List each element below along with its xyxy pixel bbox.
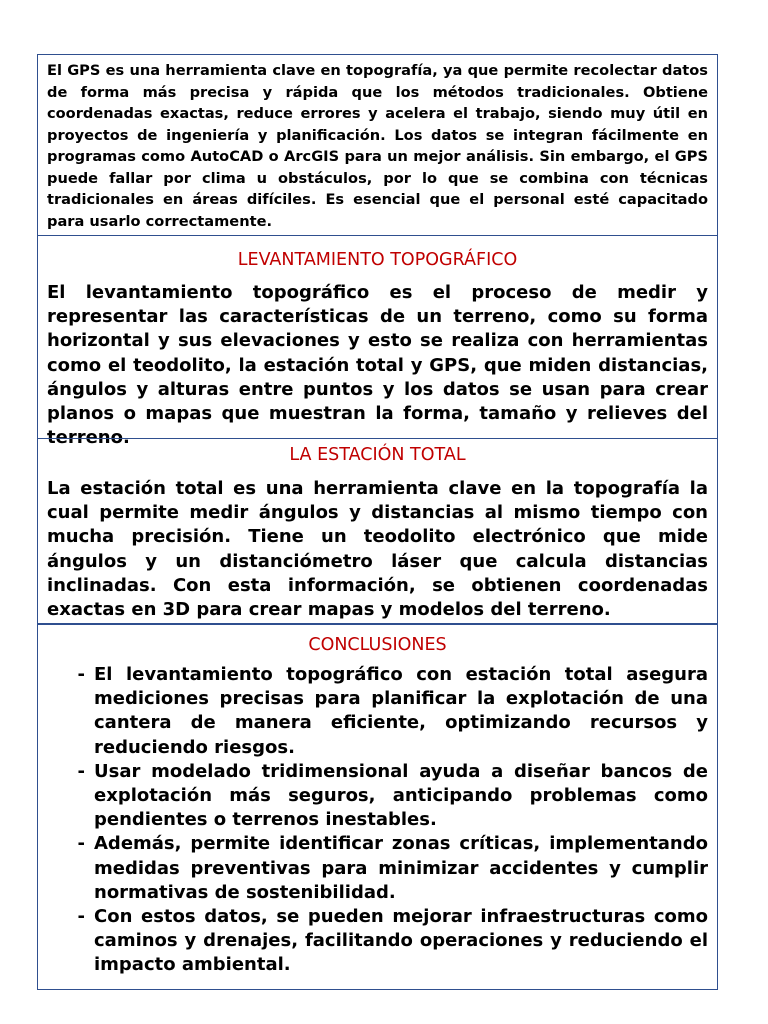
intro-section xyxy=(37,54,718,236)
levantamiento-paragraph: El levantamiento topográfico es el proceso de medir y representar las características de un terreno, como su forma horizontal y sus elevaciones y esto se realiza con herramientas como el teodolito, la estación total y GPS, que miden distancias, ángulos y alturas entre puntos y los datos se usan para crear planos o mapas que muestran la forma, tamaño y relieves del terreno. xyxy=(47,282,708,449)
list-item xyxy=(47,905,708,978)
bullet-dash: - xyxy=(77,664,85,685)
conclusion-text: El levantamiento topográfico con estación total asegura mediciones precisas para planificar la explotación de una cantera de manera eficiente, optimizando recursos y reduciendo riesgos. xyxy=(94,664,708,758)
list-item xyxy=(47,760,708,833)
levantamiento-section xyxy=(37,235,718,449)
estacion-heading: LA ESTACIÓN TOTAL xyxy=(289,445,466,465)
bullet-dash: - xyxy=(77,760,85,782)
conclusion-text: Usar modelado tridimensional ayuda a diseñar bancos de explotación más seguros, anticipando problemas como pendientes o terrenos inestables. xyxy=(94,760,708,831)
conclusiones-section xyxy=(37,624,718,990)
conclusion-text: Además, permite identificar zonas críticas, implementando medidas preventivas para minimizar accidentes y cumplir normativas de sostenibilidad. xyxy=(94,833,708,903)
list-item xyxy=(47,663,708,760)
intro-paragraph: El GPS es una herramienta clave en topografía, ya que permite recolectar datos de forma más precisa y rápida que los métodos tradicionales. Obtiene coordenadas exactas, reduce errores y acelera el trabajo, siendo muy útil en proyectos de ingeniería y planificación. Los datos se integran fácilmente en programas como AutoCAD o ArcGIS para un mejor análisis. Sin embargo, el GPS puede fallar por clima u obstáculos, por lo que se combina con técnicas tradicionales en áreas difíciles. Es esencial que el personal esté capacitado para usarlo correctamente. xyxy=(47,62,708,230)
estacion-section xyxy=(37,438,718,624)
estacion-paragraph: La estación total es una herramienta clave en la topografía la cual permite medir ángulos y distancias al mismo tiempo con mucha precisión. Tiene un teodolito electrónico que mide ángulos y un distanciómetro láser que calcula distancias inclinadas. Con esta información, se obtienen coordenadas exactas en 3D para crear mapas y modelos del terreno. xyxy=(47,478,708,621)
conclusiones-heading: CONCLUSIONES xyxy=(308,635,447,655)
list-item xyxy=(47,832,708,905)
bullet-dash: - xyxy=(77,833,85,855)
levantamiento-heading: LEVANTAMIENTO TOPOGRÁFICO xyxy=(237,250,518,270)
bullet-dash: - xyxy=(77,906,85,928)
conclusiones-list xyxy=(47,663,708,978)
conclusion-text: Con estos datos, se pueden mejorar infraestructuras como caminos y drenajes, facilitando operaciones y reduciendo el impacto ambiental. xyxy=(94,906,708,976)
